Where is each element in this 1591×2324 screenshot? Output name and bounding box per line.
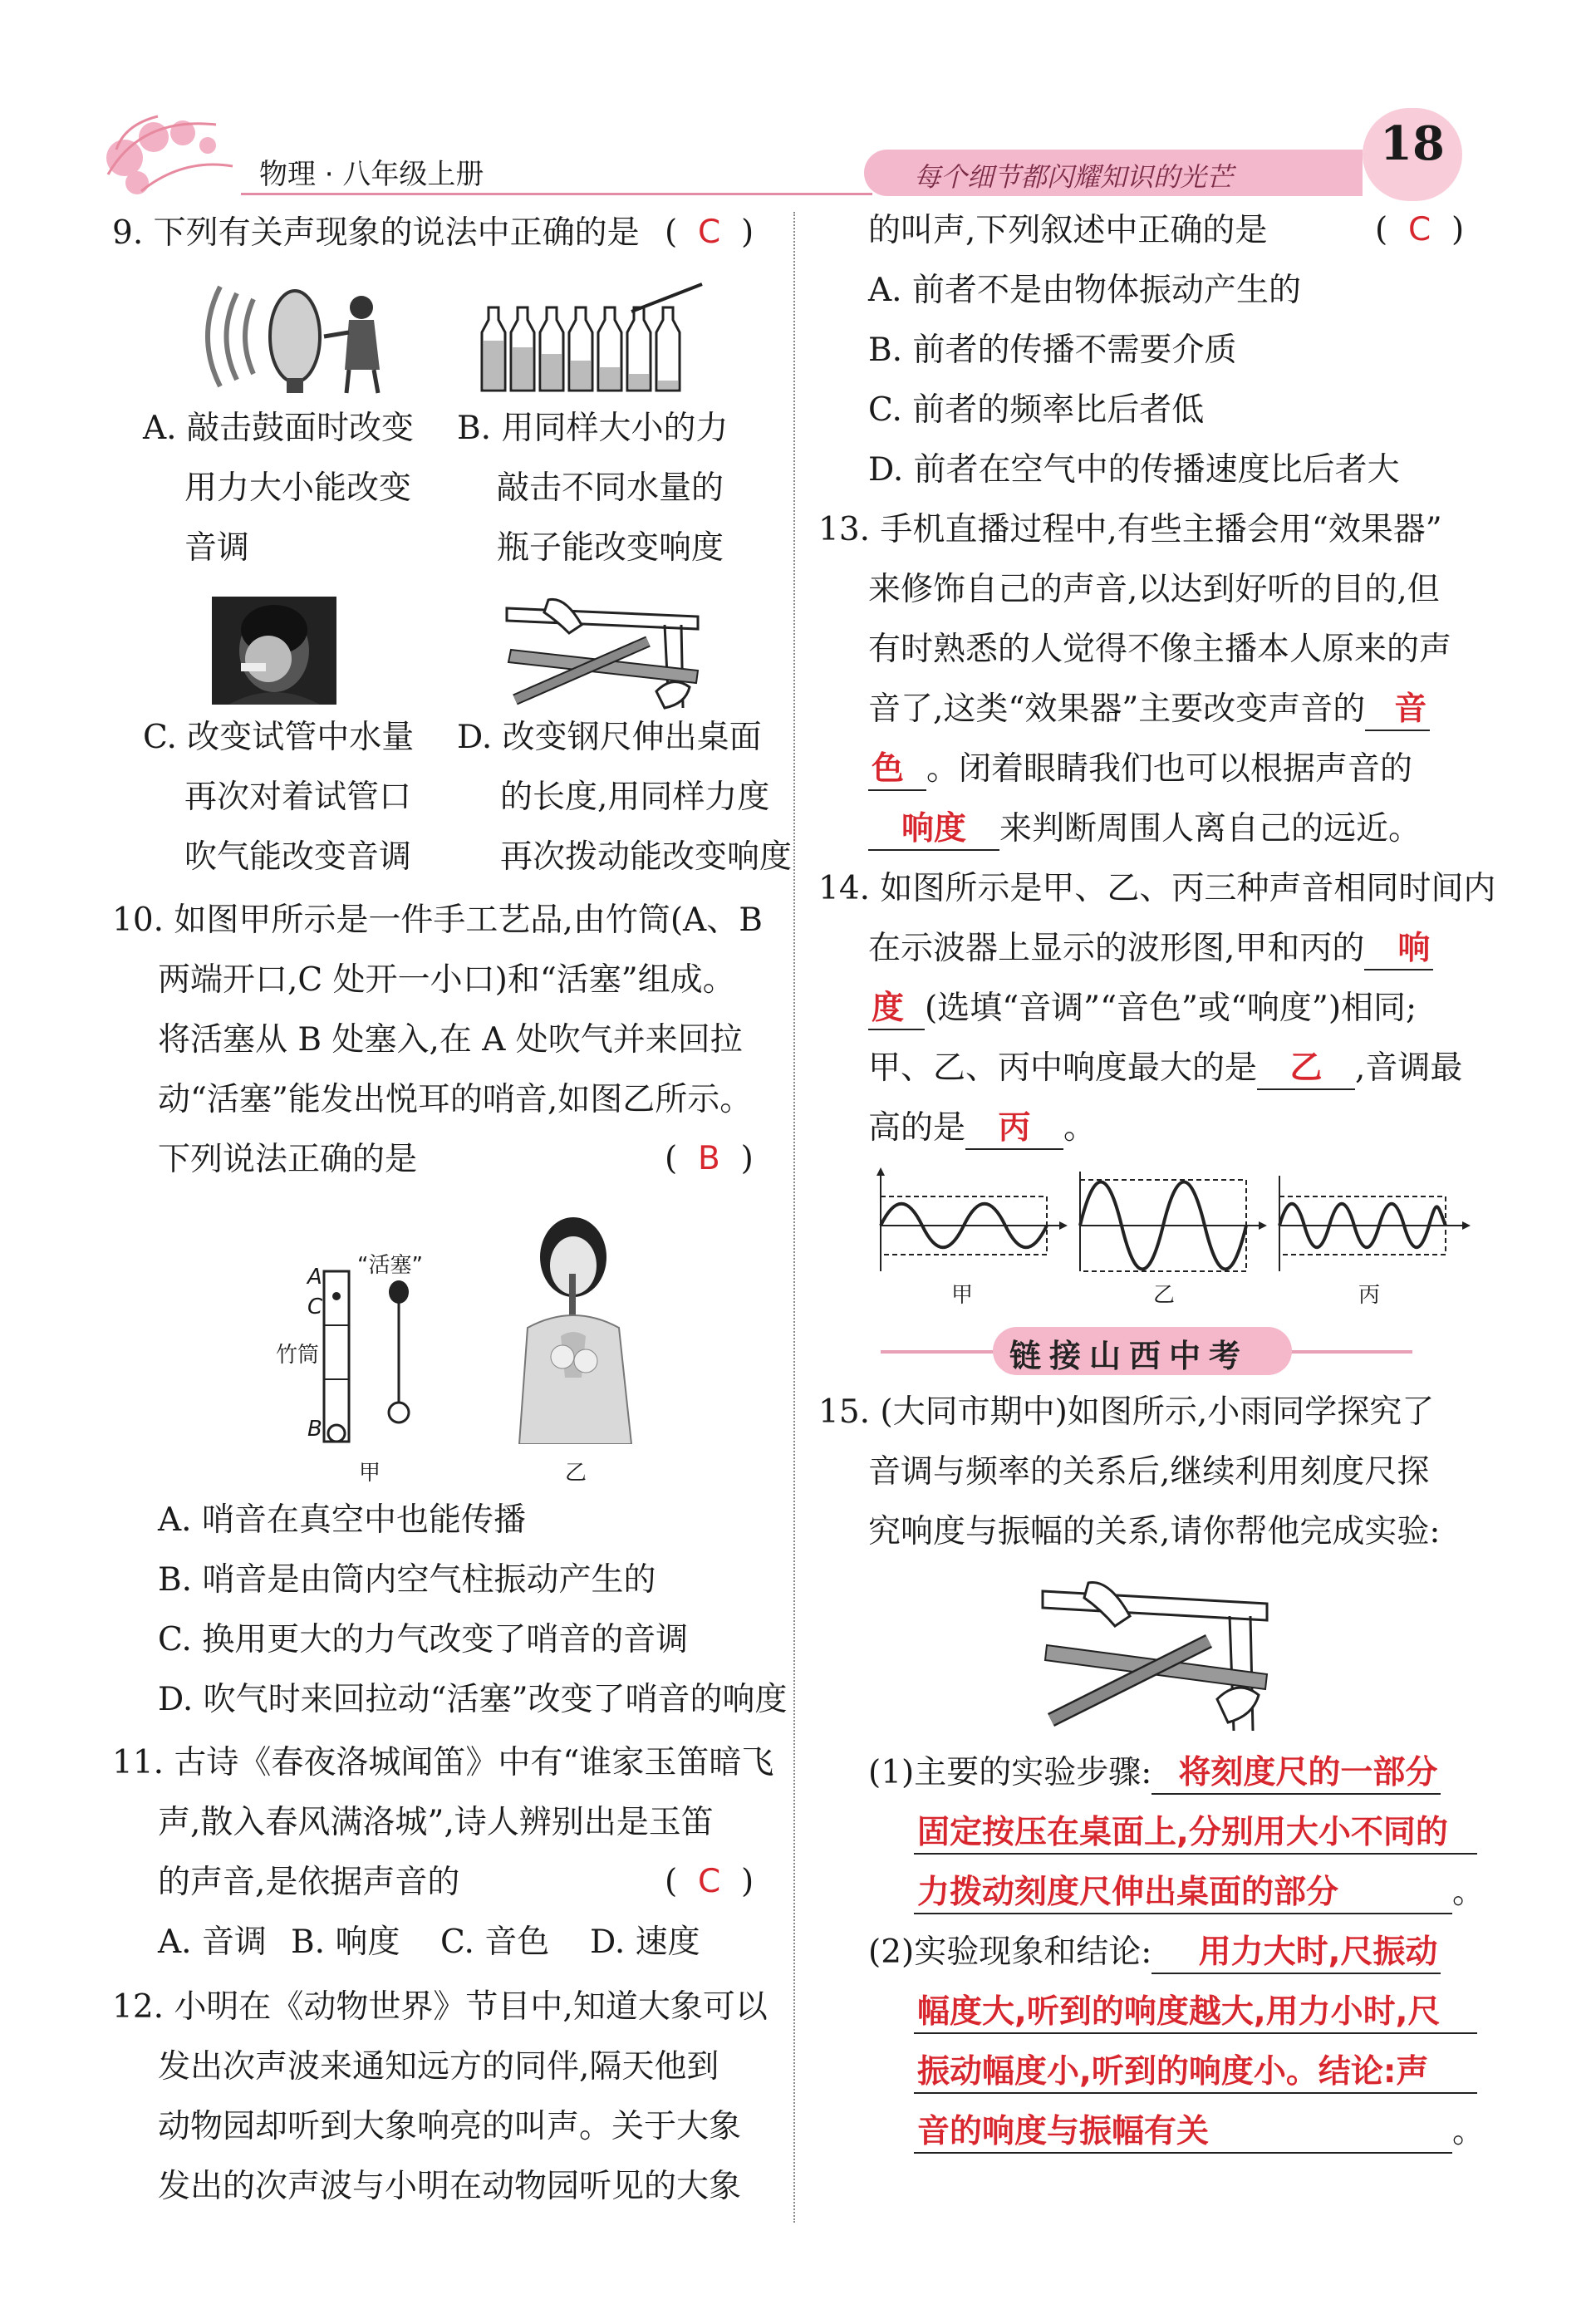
q14-line-4: 甲、乙、丙中响度最大的是 乙 ,音调最 xyxy=(868,1049,1462,1090)
page-number: 18 xyxy=(1380,116,1445,171)
column-divider xyxy=(793,212,795,2223)
q13-line-2: 来修饰自己的声音,以达到好听的目的,但 xyxy=(868,571,1440,608)
wave-yi-label: 乙 xyxy=(1153,1283,1176,1308)
q12-option-a: A. 前者不是由物体振动产生的 xyxy=(868,272,1301,309)
q15-step2-answer-4: 音的响度与振幅有关 xyxy=(914,2112,1452,2154)
q12-line-1: 12. 小明在《动物世界》节目中,知道大象可以 xyxy=(112,1988,768,2026)
q10-line-1: 10. 如图甲所示是一件手工艺品,由竹筒(A、B xyxy=(112,902,763,939)
q15-step2: (2)实验现象和结论: 用力大时,尺振动 xyxy=(868,1933,1441,1974)
point-a-label: A xyxy=(307,1265,322,1290)
q9-option-d-3: 再次拨动能改变响度 xyxy=(500,838,793,876)
fig-jia-label: 甲 xyxy=(359,1461,381,1486)
q9-answer-paren: ( C ) xyxy=(665,214,754,251)
q9-option-b-1: B. 用同样大小的力 xyxy=(457,410,729,447)
test-tube-photo xyxy=(212,597,336,705)
steel-ruler-figure xyxy=(498,592,706,712)
waveform-yi xyxy=(1080,1172,1267,1271)
q10-line-4: 动“活塞”能发出悦耳的哨音,如图乙所示。 xyxy=(158,1081,753,1118)
q15-step1-answer-2: 固定按压在桌面上,分别用大小不同的 xyxy=(914,1813,1477,1855)
q14-answer-2: 乙 xyxy=(1257,1049,1355,1090)
q9-option-d-1: D. 改变钢尺伸出桌面 xyxy=(457,719,762,756)
wave-bing-label: 丙 xyxy=(1358,1283,1381,1308)
girl-playing-photo xyxy=(503,1211,644,1444)
q9-option-d-2: 的长度,用同样力度 xyxy=(500,779,770,816)
point-c-label: C xyxy=(307,1295,323,1319)
q12-line-2: 发出次声波来通知远方的同伴,隔天他到 xyxy=(158,2048,719,2086)
q9-option-a-1: A. 敲击鼓面时改变 xyxy=(143,410,414,447)
q9-option-a-3: 音调 xyxy=(184,529,250,567)
q15-step1-line-2 xyxy=(914,1813,1477,1855)
drum-figure xyxy=(187,278,395,395)
q10-line-2: 两端开口,C 处开一小口)和“活塞”组成。 xyxy=(158,961,735,999)
q10-option-c: C. 换用更大的力气改变了哨音的音调 xyxy=(158,1621,689,1658)
q15-step2-line-4: 音的响度与振幅有关 。 xyxy=(914,2112,1485,2154)
q9-option-c-3: 吹气能改变音调 xyxy=(184,838,412,876)
q15-step1-line-3: 力拨动刻度尺伸出桌面的部分 。 xyxy=(914,1873,1485,1914)
q10-line-3: 将活塞从 B 处塞入,在 A 处吹气并来回拉 xyxy=(158,1021,743,1059)
q11-option-a: A. 音调 xyxy=(158,1924,267,1961)
waveform-bing xyxy=(1279,1176,1471,1271)
q15-step2-line-2 xyxy=(914,1992,1477,2034)
q11-option-c: C. 音色 xyxy=(440,1924,550,1961)
q12-line-5: 的叫声,下列叙述中正确的是 xyxy=(868,212,1268,249)
q9-option-c-1: C. 改变试管中水量 xyxy=(143,719,415,756)
q15-line-2: 音调与频率的关系后,继续利用刻度尺探 xyxy=(868,1453,1430,1491)
q12-line-4: 发出的次声波与小明在动物园听见的大象 xyxy=(158,2168,742,2205)
header-slogan: 每个细节都闪耀知识的光芒 xyxy=(914,161,1234,193)
q12-option-b: B. 前者的传播不需要介质 xyxy=(868,332,1237,369)
floral-ornament-icon xyxy=(91,100,249,208)
q10-answer: B xyxy=(698,1140,720,1177)
q12-option-d: D. 前者在空气中的传播速度比后者大 xyxy=(868,451,1400,489)
section-title: 链接山西中考 xyxy=(1009,1338,1250,1374)
q15-step2-answer-1: 用力大时,尺振动 xyxy=(1152,1933,1441,1974)
oscilloscope-waveforms xyxy=(868,1163,1475,1275)
q9-answer: C xyxy=(698,214,721,251)
q13-line-4: 音了,这类“效果器”主要改变声音的 音 xyxy=(868,690,1430,731)
q14-line-2: 在示波器上显示的波形图,甲和丙的 响 xyxy=(868,929,1433,970)
q10-option-d: D. 吹气时来回拉动“活塞”改变了哨音的响度 xyxy=(158,1681,788,1718)
q15-step2-answer-3: 振动幅度小,听到的响度小。结论:声 xyxy=(914,2052,1477,2094)
q9-option-b-3: 瓶子能改变响度 xyxy=(497,529,724,567)
q15-step1-answer-3: 力拨动刻度尺伸出桌面的部分 xyxy=(914,1873,1452,1914)
q10-line-5: 下列说法正确的是 xyxy=(158,1141,418,1178)
fig-yi-label: 乙 xyxy=(565,1461,587,1486)
q15-step2-line-3 xyxy=(914,2052,1477,2094)
q11-option-b: B. 响度 xyxy=(291,1924,400,1961)
q14-answer-1b: 度 xyxy=(868,989,925,1030)
q9-stem: 9. 下列有关声现象的说法中正确的是 xyxy=(112,214,640,252)
q15-step2-answer-2: 幅度大,听到的响度越大,用力小时,尺 xyxy=(914,1992,1477,2034)
tube-label: 竹筒 xyxy=(276,1343,320,1368)
q13-answer-2: 响度 xyxy=(868,809,999,851)
point-b-label: B xyxy=(307,1417,322,1442)
q11-line-2: 声,散入春风满洛城”,诗人辨别出是玉笛 xyxy=(158,1804,714,1841)
bottles-figure xyxy=(474,283,706,399)
q13-answer-1a: 音 xyxy=(1365,690,1430,731)
q14-line-3: 度 (选填“音调”“音色”或“响度”)相同; xyxy=(868,989,1417,1030)
q14-answer-1a: 响 xyxy=(1364,929,1433,970)
q15-step1-answer-1: 将刻度尺的一部分 xyxy=(1152,1753,1441,1795)
q9-option-b-2: 敲击不同水量的 xyxy=(497,469,724,507)
q13-line-1: 13. 手机直播过程中,有些主播会用“效果器” xyxy=(818,511,1442,548)
q12-line-3: 动物园却听到大象响亮的叫声。关于大象 xyxy=(158,2108,742,2145)
wave-jia-label: 甲 xyxy=(951,1283,974,1308)
q11-answer: C xyxy=(698,1863,721,1900)
q11-answer-paren: ( C ) xyxy=(665,1863,754,1900)
waveform-jia xyxy=(877,1167,1068,1271)
q11-line-1: 11. 古诗《春夜洛城闻笛》中有“谁家玉笛暗飞 xyxy=(112,1744,774,1781)
q13-answer-1b: 色 xyxy=(868,749,926,791)
q15-line-3: 究响度与振幅的关系,请你帮他完成实验: xyxy=(868,1513,1441,1550)
q12-option-c: C. 前者的频率比后者低 xyxy=(868,391,1205,429)
ruler-experiment-figure xyxy=(1030,1575,1279,1732)
q14-answer-3: 丙 xyxy=(965,1108,1063,1150)
q12-answer-paren: ( C ) xyxy=(1375,211,1465,248)
piston-label: “活塞” xyxy=(357,1253,423,1278)
q11-option-d: D. 速度 xyxy=(590,1924,700,1961)
q11-line-3: 的声音,是依据声音的 xyxy=(158,1864,460,1901)
q15-line-1: 15. (大同市期中)如图所示,小雨同学探究了 xyxy=(818,1393,1435,1431)
q13-line-3: 有时熟悉的人觉得不像主播本人原来的声 xyxy=(868,631,1452,668)
q10-option-a: A. 哨音在真空中也能传播 xyxy=(158,1501,526,1539)
book-subject: 物理 · 八年级上册 xyxy=(259,158,484,191)
q14-line-5: 高的是 丙 。 xyxy=(868,1108,1096,1150)
q10-answer-paren: ( B ) xyxy=(665,1140,754,1177)
q14-line-1: 14. 如图所示是甲、乙、丙三种声音相同时间内 xyxy=(818,870,1496,907)
q15-step1: (1)主要的实验步骤: 将刻度尺的一部分 xyxy=(868,1753,1441,1795)
q9-option-c-2: 再次对着试管口 xyxy=(184,779,412,816)
q13-line-6: 响度 来判断周围人离自己的远近。 xyxy=(868,809,1421,851)
q13-line-5: 色 。闭着眼睛我们也可以根据声音的 xyxy=(868,749,1412,791)
q12-answer: C xyxy=(1408,211,1431,248)
q9-option-a-2: 用力大小能改变 xyxy=(184,469,412,507)
q10-option-b: B. 哨音是由筒内空气柱振动产生的 xyxy=(158,1561,656,1599)
header-rule xyxy=(241,193,872,195)
